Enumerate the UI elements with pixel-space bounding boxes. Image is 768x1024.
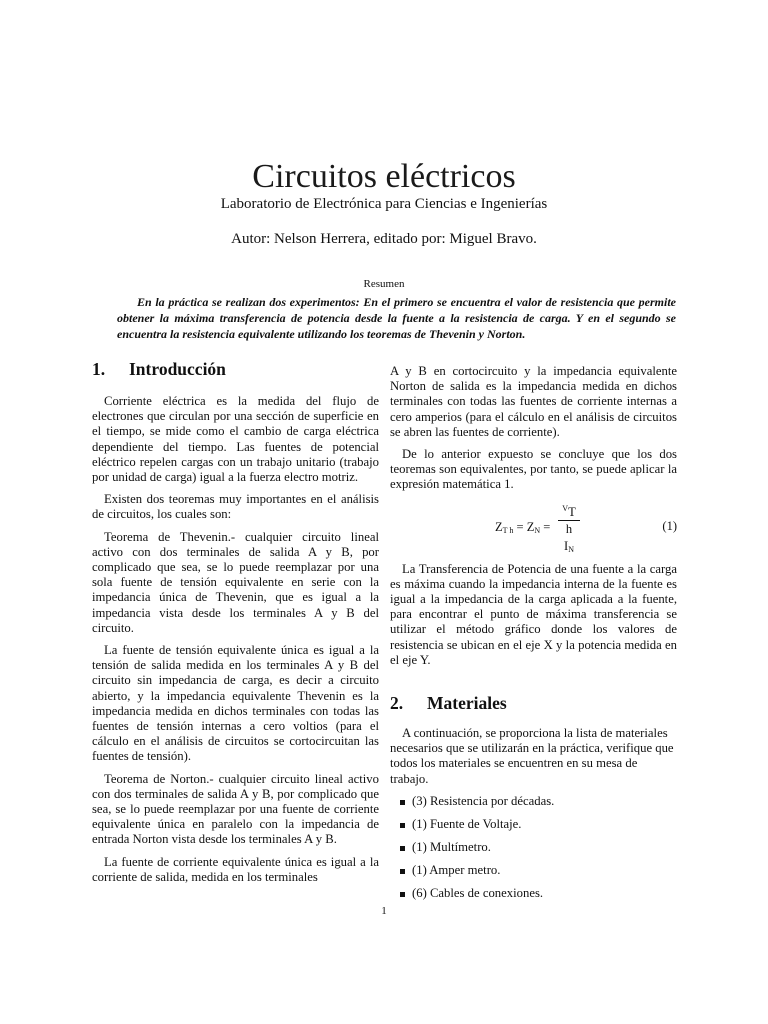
th-subscript: T h — [565, 504, 576, 536]
right-column — [390, 364, 677, 909]
list-item-text: (1) Amper metro. — [412, 863, 501, 878]
equals-sign: = — [516, 519, 524, 534]
paragraph: Existen dos teoremas muy importantes en el análisis de circuitos, los cuales son: — [92, 492, 379, 522]
paper-subtitle: Laboratorio de Electrónica para Ciencias e Ingenierías — [220, 196, 548, 212]
paragraph: La fuente de corriente equivalente única es igual a la corriente de salida, medida en los terminales — [92, 854, 379, 884]
section-heading-introduccion — [92, 358, 379, 380]
list-item-text: (3) Resistencia por décadas. — [412, 793, 555, 808]
list-item-text: (1) Fuente de Voltaje. — [412, 816, 522, 831]
section-title: Introducción — [129, 359, 226, 379]
bullet-icon — [400, 869, 405, 874]
equation-number: (1) — [662, 518, 677, 533]
paragraph: De lo anterior expuesto se concluye que los dos teoremas son equivalentes, por tanto, se puede aplicar la expresión matemática 1. — [390, 447, 677, 492]
paragraph: La Transferencia de Potencia de una fuente a la carga es máxima cuando la impedancia interna de la fuente es igual a la impedancia de la carga aplicada a la fuente, para encontrar el punto de máxima transferencia se utilizar el método gráfico donde los valores de resistencia se ubican en el eje X y la potencia medida en el eje Y. — [390, 561, 677, 667]
list-item — [390, 817, 677, 832]
page-number: 1 — [381, 905, 387, 917]
paragraph: Teorema de Norton.- cualquier circuito lineal activo con dos terminales de salida A y B, por complicado que sea, se lo puede reemplazar por una fuente de corriente equivalente única en paralelo con la impedancia de entrada Norton vista desde los terminales A y B. — [92, 771, 379, 847]
paragraph-continuation: A y B en cortocircuito y la impedancia equivalente Norton de salida es la impedancia medida en dichos terminales con todas las fuentes de corriente internas a cero amperios (para el cálculo en el análisis de circuitos se abren las fuentes de corriente). — [390, 364, 677, 439]
section-title: Materiales — [427, 693, 507, 714]
section-heading-materiales — [390, 692, 677, 714]
equals-sign: = — [543, 519, 551, 534]
equation-lhs — [495, 520, 550, 538]
paragraph: Corriente eléctrica es la medida del flujo de electrones que circulan por una sección de superficie en el tiempo, se mide como el cambio de carga eléctrica dependiente del tiempo. Las fuentes de potencial eléctrico repelen cargas con un trabajo unitario (trabajo por unidad de carga) igual a la fuerza electro motriz. — [92, 394, 379, 485]
equation-fraction — [558, 500, 580, 557]
list-item — [390, 886, 677, 901]
i-symbol: I — [564, 538, 569, 553]
v-symbol: V — [562, 503, 569, 513]
th-subscript: T h — [502, 525, 514, 535]
fraction-numerator — [558, 500, 580, 536]
section-number: 1. — [92, 359, 106, 379]
bullet-icon — [400, 892, 405, 897]
list-item — [390, 863, 677, 878]
paragraph: La fuente de tensión equivalente única es igual a la tensión de salida medida en los terminales A y B del circuito sin impedancia de carga, es decir a circuito abierto, y la impedancia equivalente Thevenin es la impedancia medida en dichos terminales con todas las fuentes de tensión internas a cero voltios (para el cálculo en el análisis de circuitos se cortocircuitan las fuentes de tensión). — [92, 643, 379, 764]
bullet-icon — [400, 823, 405, 828]
paper-author: Autor: Nelson Herrera, editado por: Miguel Bravo. — [231, 231, 537, 247]
materials-list — [390, 794, 677, 901]
n-subscript: N — [568, 544, 574, 554]
list-item-text: (1) Multímetro. — [412, 840, 491, 855]
list-item-text: (6) Cables de conexiones. — [412, 886, 544, 901]
paragraph: A continuación, se proporciona la lista de materiales necesarios que se utilizarán en la práctica, verifique que todos los materiales se encuentren en su mesa de trabajo. — [390, 726, 674, 786]
z-symbol: Z — [526, 519, 535, 534]
list-item — [390, 794, 677, 809]
z-symbol: Z — [495, 519, 503, 534]
section-number: 2. — [390, 693, 404, 714]
bullet-icon — [400, 800, 405, 805]
paragraph: Teorema de Thevenin.- cualquier circuito lineal activo con dos terminales de salida A y B, por complicado que sea, se lo puede reemplazar por una sola fuente de tensión equivalente en serie con la impedancia única de Thevenin, que es igual a la impedancia vista desde los terminales A y B del circuito. — [92, 529, 379, 635]
abstract-heading: Resumen — [363, 278, 405, 290]
left-column — [92, 358, 379, 892]
list-item — [390, 840, 677, 855]
bullet-icon — [400, 846, 405, 851]
abstract-text: En la práctica se realizan dos experimentos: En el primero se encuentra el valor de resistencia que permite obtener la máxima transferencia de potencia desde la fuente a la resistencia de carga. Y en el segundo se encuentra la resistencia equivalente utilizando los teoremas de Thevenin y Norton. — [117, 295, 676, 341]
equation-1 — [390, 500, 677, 556]
paper-title: Circuitos eléctricos — [252, 158, 516, 195]
n-subscript: N — [534, 525, 541, 535]
